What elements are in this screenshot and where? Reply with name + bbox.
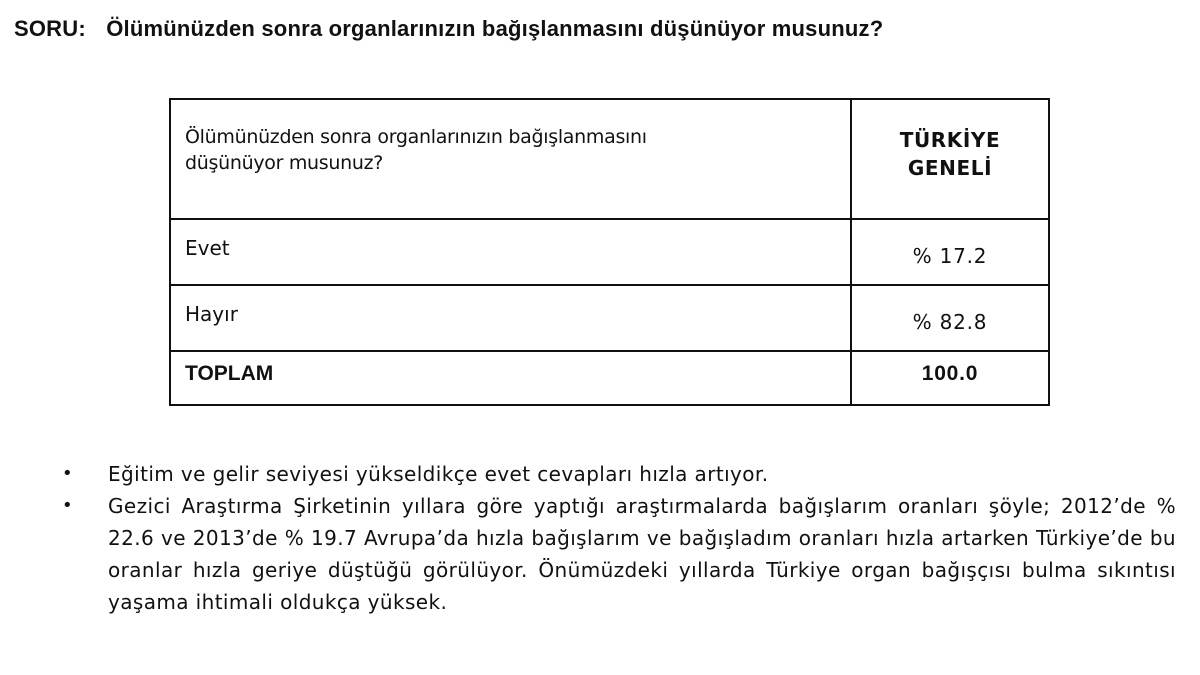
- header-question-line-2: düşünüyor musunuz?: [185, 152, 384, 174]
- header-column-line-1: TÜRKİYE: [899, 128, 1001, 152]
- table-row: [170, 285, 1049, 351]
- list-item: [56, 490, 1176, 618]
- row-label-evet: Evet: [170, 219, 851, 285]
- table-row: [170, 219, 1049, 285]
- total-value: 100.0: [851, 351, 1049, 405]
- note-text-2: Gezici Araştırma Şirketinin yıllara göre yaptığı araştırmalarda bağışlarım oranları şöyle; 2012’de % 22.6 ve 2013’de % 19.7 Avrupa’da hızla bağışlarım ve bağışladım oranları hızla artarken Türkiye’de bu oranlar hızla geriye düştüğü görülüyor. Önümüzdeki yıllarda Türkiye organ bağışçısı bulma sıkıntısı yaşama ihtimali oldukça yüksek.: [108, 494, 1176, 614]
- question-text: Ölümünüzden sonra organlarınızın bağışlanmasını düşünüyor musunuz?: [106, 16, 884, 41]
- header-question-cell: [170, 99, 851, 219]
- header-column-cell: [851, 99, 1049, 219]
- row-value-evet: % 17.2: [851, 219, 1049, 285]
- notes-list: [56, 458, 1176, 618]
- bullet-icon: •: [62, 463, 74, 484]
- header-question-line-1: Ölümünüzden sonra organlarınızın bağışlanmasını: [185, 126, 647, 148]
- table-total-row: [170, 351, 1049, 405]
- list-item: [56, 458, 1176, 490]
- bullet-icon: •: [62, 495, 74, 516]
- header-column-line-2: GENELİ: [907, 156, 993, 180]
- table-header-row: [170, 99, 1049, 219]
- total-label: TOPLAM: [170, 351, 851, 405]
- note-text-1: Eğitim ve gelir seviyesi yükseldikçe evet cevapları hızla artıyor.: [108, 462, 769, 486]
- question-heading: [14, 16, 883, 42]
- row-label-hayir: Hayır: [170, 285, 851, 351]
- question-label: SORU:: [14, 16, 86, 41]
- row-value-hayir: % 82.8: [851, 285, 1049, 351]
- survey-results-table: [169, 98, 1050, 406]
